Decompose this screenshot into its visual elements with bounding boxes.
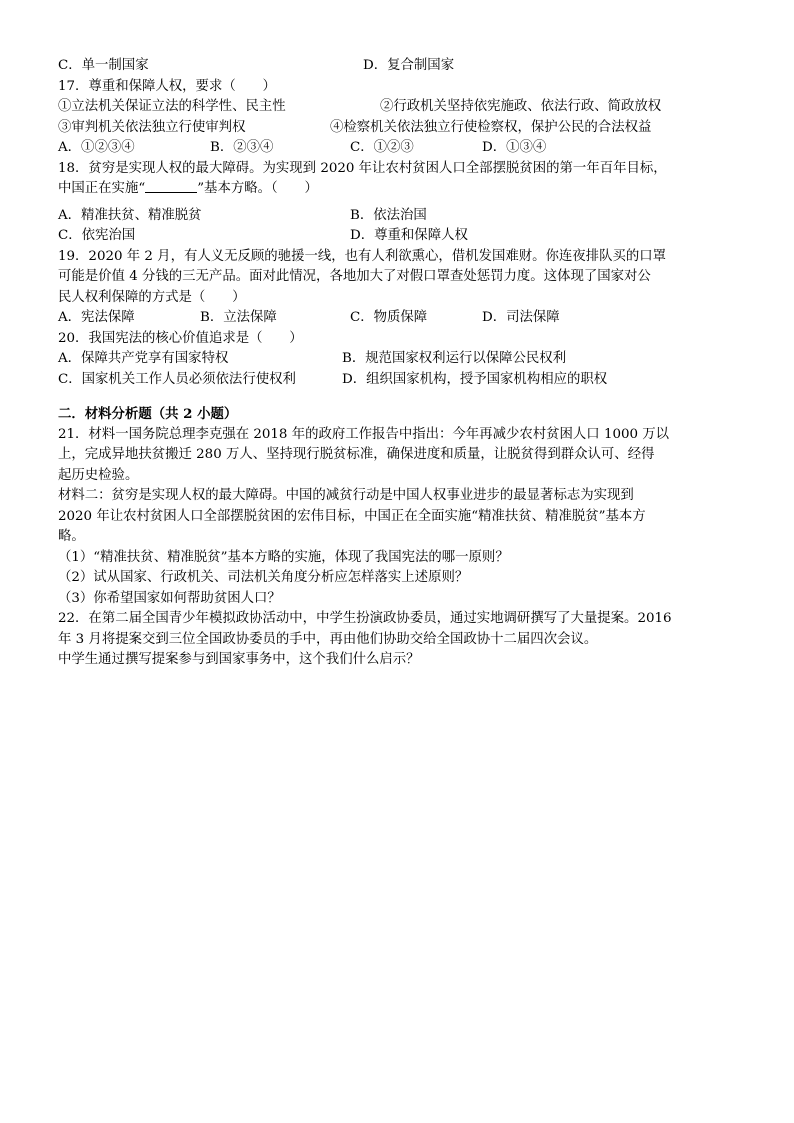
q17-stem: 17．尊重和保障人权，要求（ ） [58,78,276,94]
q17-statements-12 [58,97,748,118]
q17-option-b: B．②③④ [210,140,274,155]
q17-statement-1: ①立法机关保证立法的科学性、民主性 [58,99,286,114]
q18-stem-part1: 中国正在实施“ [58,181,146,196]
q18-stem-line1: 18．贫穷是实现人权的最大障碍。为实现到 2020 年让农村贫困人口全部摆脱贫困的第一年百年目标， [58,160,667,176]
q18-options-cd [58,226,748,247]
q22-line2: 年 3 月将提案交到三位全国政协委员的手中，再由他们协助交给全国政协十二届四次会议。 [58,631,598,647]
q19-option-c: C．物质保障 [350,310,428,325]
q21-subquestion-3: （3）你希望国家如何帮助贫困人口？ [58,590,281,606]
q19-stem-line3: 民人权利保障的方式是（ ） [58,289,246,305]
q20-options-ab [58,349,748,370]
q22-line3: 中学生通过撰写提案参与到国家事务中，这个我们什么启示？ [58,652,420,667]
q19-option-a: A．宪法保障 [58,310,135,325]
q18-option-c: C．依宪治国 [58,228,136,243]
section-title: 二．材料分析题（共 2 小题） [58,406,238,422]
q18-stem-part2: ”基本方略。（ ） [197,181,318,196]
q20-option-b: B．规范国家权利运行以保障公民权利 [342,351,567,366]
q21-material1-line2: 上，完成异地扶贫搬迁 280 万人、坚持现行脱贫标准，确保进度和质量，让脱贫得到群众认可、经得 [58,447,655,462]
q21-material2-line1: 材料二：贫穷是实现人权的最大障碍。中国的减贫行动是中国人权事业进步的最显著标志为实现到 [58,488,634,503]
q20-option-d: D．组织国家机构，授予国家机构相应的职权 [342,371,608,387]
q21-material2-line2: 2020 年让农村贫困人口全部摆脱贫困的宏伟目标，中国正在全面实施“精准扶贫、精准脱贫”基本方 [58,508,646,524]
q18-stem-line2 [58,179,748,200]
q17-option-c: C．①②③ [350,140,414,155]
q18-option-a: A．精准扶贫、精准脱贫 [58,207,202,223]
q17-statement-3: ③审判机关依法独立行使审判权 [58,119,246,135]
q18-options-ab [58,206,748,227]
q21-subquestion-2: （2）试从国家、行政机关、司法机关角度分析应怎样落实上述原则？ [58,570,469,585]
q18-option-d: D．尊重和保障人权 [350,228,468,243]
q17-statement-2: ②行政机关坚持依宪施政、依法行政、简政放权 [380,99,662,114]
q21-material1-line1: 21．材料一国务院总理李克强在 2018 年的政府工作报告中指出：今年再减少农村贫困人口 1000 万以 [58,426,670,442]
q20-option-c: C．国家机关工作人员必须依法行使权利 [58,371,296,387]
q21-subquestion-1: （1）“精准扶贫、精准脱贫”基本方略的实施，体现了我国宪法的哪一原则？ [58,549,509,565]
q16-option-d: D．复合制国家 [363,58,455,73]
q20-options-cd [58,370,748,391]
q17-statement-4: ④检察机关依法独立行使检察权，保护公民的合法权益 [330,119,652,135]
exam-page [58,56,748,671]
q18-answer-blank [145,179,197,193]
q19-option-d: D．司法保障 [482,310,560,325]
q17-statements-34 [58,118,748,139]
q19-stem-line2: 可能是价值 4 分钱的三无产品。面对此情况，各地加大了对假口罩查处惩罚力度。这体现了国家对公 [58,269,651,284]
q19-option-b: B．立法保障 [200,310,277,325]
q16-options-cd [58,56,748,77]
q18-option-b: B．依法治国 [350,207,427,223]
q21-material1-line3: 起历史检验。 [58,467,139,483]
q20-option-a: A．保障共产党享有国家特权 [58,351,229,366]
q22-line1: 22．在第二届全国青少年模拟政协活动中，中学生扮演政协委员，通过实地调研撰写了大量提案。2016 [58,611,672,626]
q19-stem-line1: 19．2020 年 2 月，有人义无反顾的驰援一线，也有人利欲熏心，借机发国难财。你连夜排队买的口罩 [58,248,667,264]
q20-stem: 20．我国宪法的核心价值追求是（ ） [58,330,303,346]
q17-option-d: D．①③④ [482,140,547,155]
q16-option-c: C．单一制国家 [58,58,149,73]
q17-option-a: A．①②③④ [58,140,135,155]
q19-options [58,308,748,329]
q21-material2-line3: 略。 [58,529,85,544]
q17-options [58,138,748,159]
